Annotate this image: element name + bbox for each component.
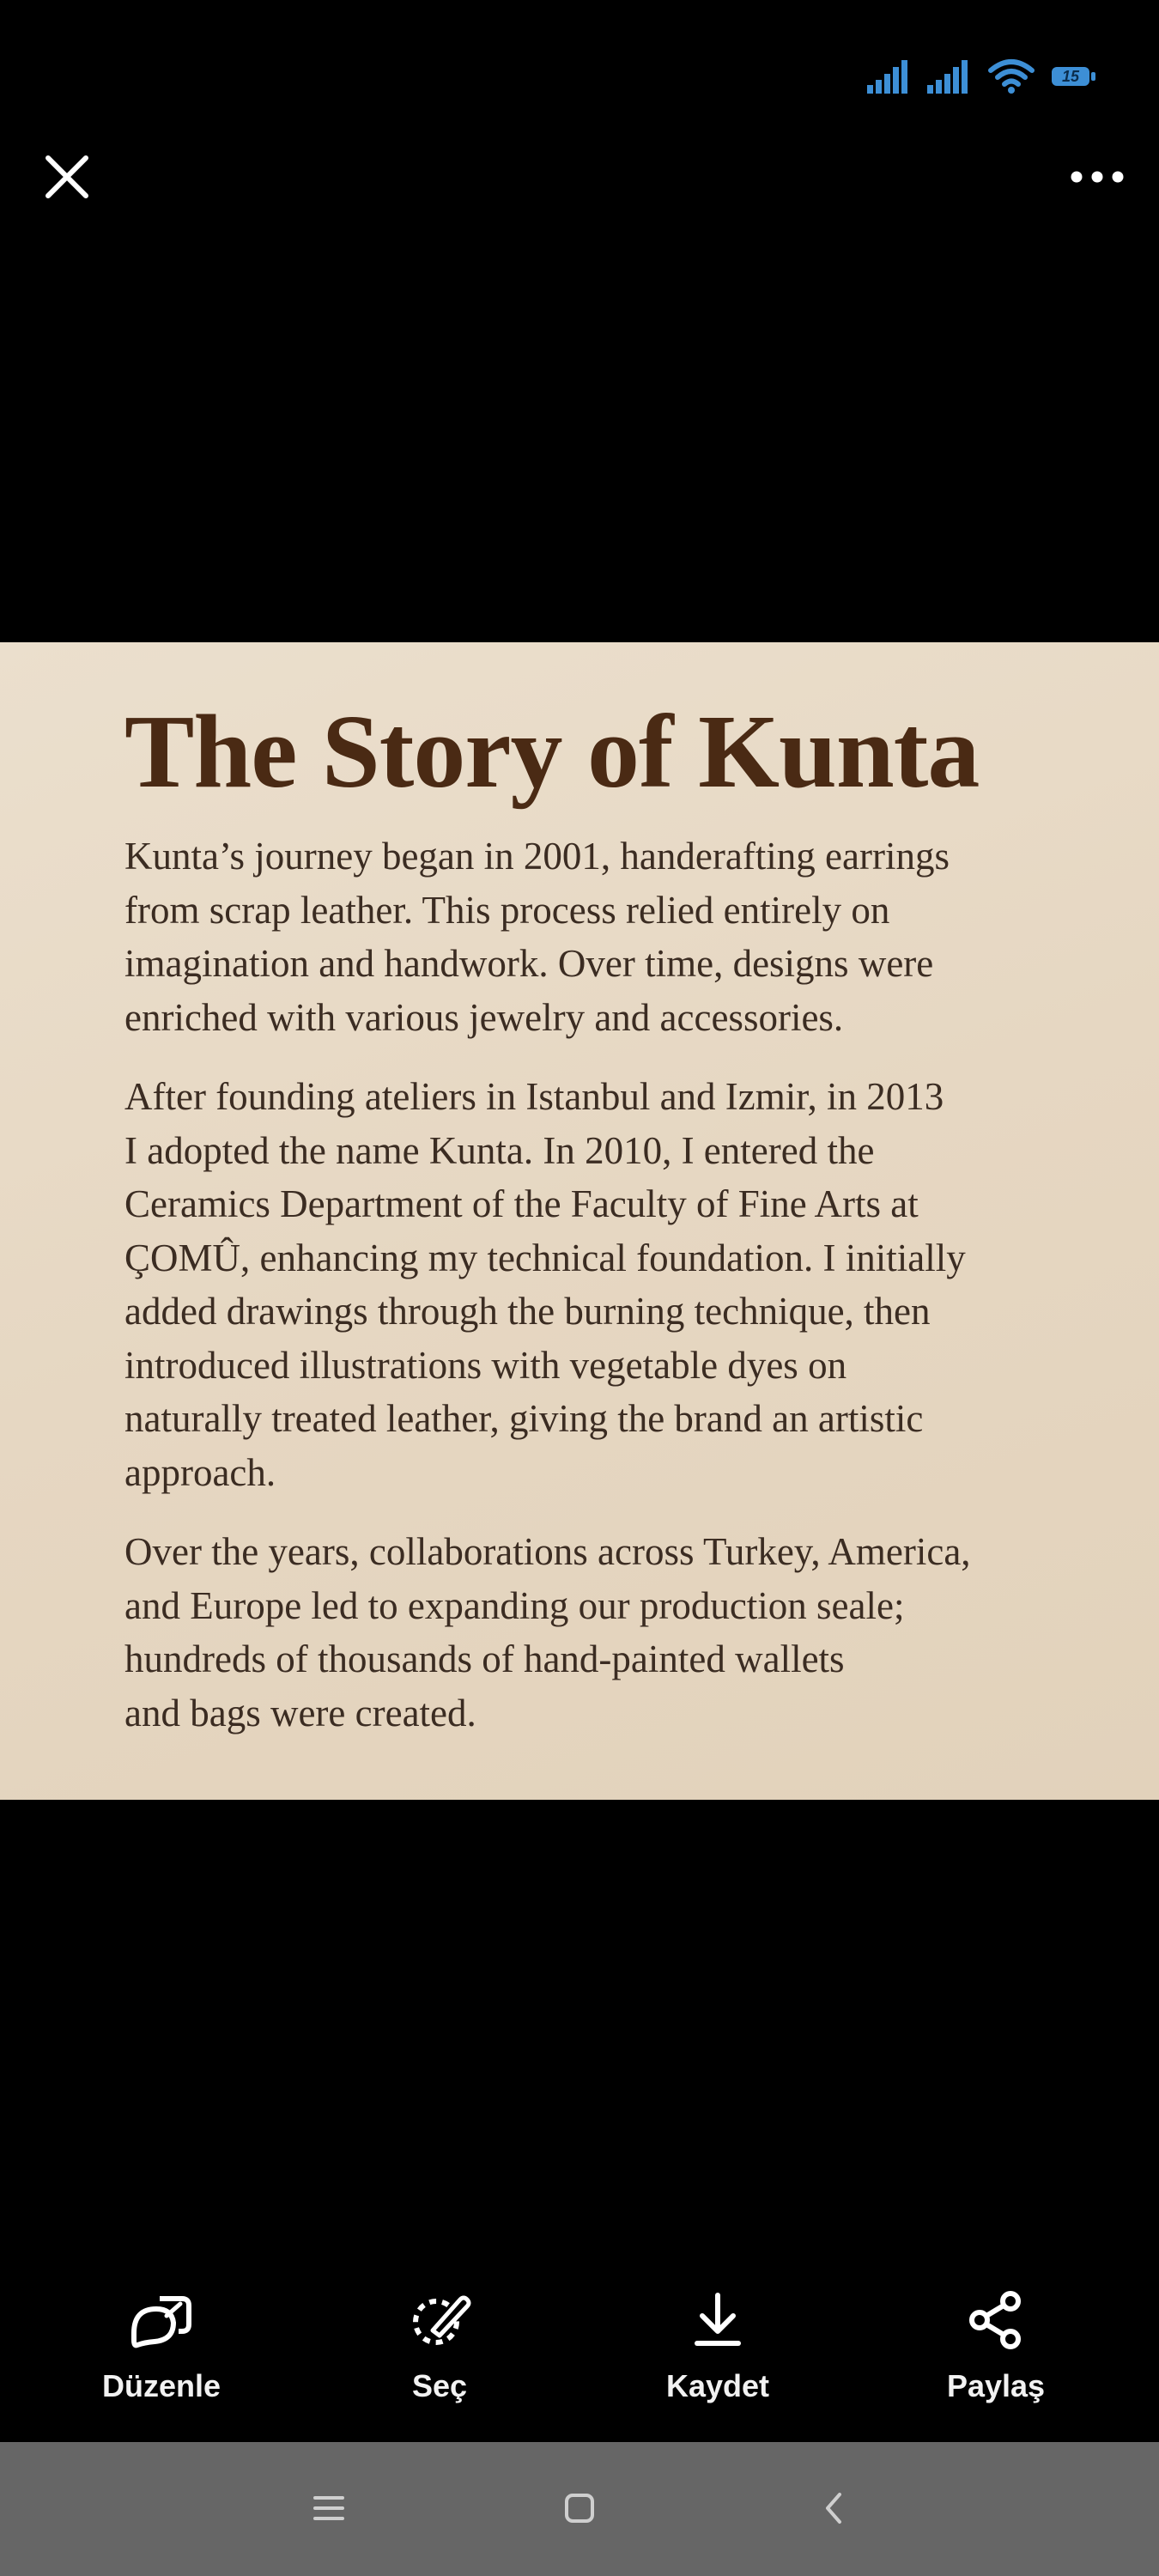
select-label: Seç bbox=[411, 2368, 468, 2403]
back-button[interactable] bbox=[804, 2480, 864, 2540]
text-line: approach. bbox=[124, 1450, 276, 1494]
image-preview[interactable] bbox=[0, 642, 1159, 1800]
text-line: imagination and handwork. Over time, designs were bbox=[124, 942, 934, 985]
save-label: Kaydet bbox=[665, 2368, 770, 2403]
text-line: Kunta’s journey began in 2001, handerafting earrings bbox=[124, 835, 950, 878]
navigation-bar bbox=[0, 2442, 1159, 2576]
text-line: and bags were created. bbox=[124, 1691, 476, 1735]
action-bar bbox=[0, 2267, 1159, 2439]
battery-icon bbox=[1051, 65, 1097, 88]
text-line: added drawings through the burning technique, then bbox=[124, 1290, 931, 1333]
save-button[interactable] bbox=[615, 2284, 821, 2421]
text-line: ÇOMÛ, enhancing my technical foundation. I initially bbox=[124, 1236, 966, 1279]
recent-apps-button[interactable] bbox=[299, 2480, 359, 2540]
select-icon bbox=[404, 2284, 476, 2356]
text-line: and Europe led to expanding our production seale; bbox=[124, 1583, 905, 1627]
menu-icon bbox=[312, 2494, 346, 2527]
download-icon bbox=[682, 2284, 754, 2356]
status-bar bbox=[0, 0, 1159, 129]
home-button[interactable] bbox=[549, 2480, 610, 2540]
text-line: Ceramics Department of the Faculty of Fine Arts at bbox=[124, 1182, 919, 1225]
signal-icon bbox=[927, 59, 972, 94]
text-line: After founding ateliers in Istanbul and Izmir, in 2013 bbox=[124, 1075, 944, 1118]
text-line: Over the years, collaborations across Turkey, America, bbox=[124, 1530, 971, 1573]
close-icon bbox=[43, 153, 91, 205]
top-bar bbox=[0, 129, 1159, 228]
text-line: naturally treated leather, giving the brand an artistic bbox=[124, 1397, 924, 1440]
more-options-button[interactable] bbox=[1061, 146, 1133, 211]
wifi-icon bbox=[987, 58, 1035, 94]
more-icon bbox=[1070, 170, 1125, 188]
text-line: I adopted the name Kunta. In 2010, I entered the bbox=[124, 1128, 875, 1172]
edit-label: Düzenle bbox=[101, 2368, 221, 2403]
share-icon bbox=[960, 2284, 1032, 2356]
text-line: introduced illustrations with vegetable dyes on bbox=[124, 1343, 847, 1387]
battery-level: 15 bbox=[1061, 68, 1080, 85]
status-icons bbox=[867, 58, 1097, 94]
document-title: The Story of Kunta bbox=[124, 694, 980, 810]
text-line: from scrap leather. This process relied entirely on bbox=[124, 888, 890, 932]
edit-icon bbox=[125, 2284, 197, 2356]
text-line: hundreds of thousands of hand-painted wallets bbox=[124, 1637, 845, 1680]
share-label: Paylaş bbox=[946, 2368, 1046, 2403]
select-button[interactable] bbox=[337, 2284, 543, 2421]
paragraph-2 bbox=[124, 1070, 1103, 1499]
home-icon bbox=[562, 2491, 597, 2530]
edit-button[interactable] bbox=[58, 2284, 264, 2421]
signal-icon bbox=[867, 59, 912, 94]
share-button[interactable] bbox=[893, 2284, 1099, 2421]
paragraph-1 bbox=[124, 829, 1103, 1044]
paragraph-3 bbox=[124, 1525, 1103, 1740]
back-icon bbox=[821, 2491, 846, 2530]
text-line: enriched with various jewelry and accessories. bbox=[124, 995, 844, 1039]
document bbox=[124, 696, 1103, 1740]
close-button[interactable] bbox=[34, 146, 100, 211]
